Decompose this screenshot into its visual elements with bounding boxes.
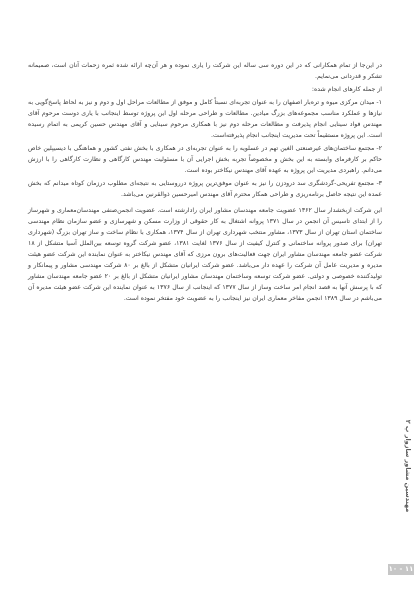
paragraph-list-heading: از جمله کارهای انجام شده:: [311, 86, 382, 93]
paragraph-item-1: ۱- میدان مرکزی میوه و تره‌بار اصفهان را به عنوان تجربه‌ای نسبتاً کامل و موفق از مطالعات مراحل اول و دوم و نیز به لحاظ پاسخ‌گویی به نیازها و عملکرد مناسب مجموعه‌های بزرگ میادین. مطالعات و طراحی مرحله اول این پروژه توسط اینجانب با یاری دوست مرحوم آقای مهندس فواد سینایی انجام پذیرفت و مطالعات مرحله دوم نیز با همکاری مرحوم سینایی و آقای مهندس حسین کریمی به اتمام رسیده است. این پروژه مستقیماً تحت مدیریت اینجانب انجام پذیرفته‌است.: [28, 99, 382, 139]
paragraph-item-2: ۲- مجتمع ساختمان‌های غیرصنعتی الغین تهم در عسلویه را به عنوان تجربه‌ای در همکاری با بخش نفتی کشور و هماهنگی با دیسیپلین خاص حاکم بر کارفرمای وابسته به این بخش و مخصوصاً تجربه بخش اجرایی آن با مسئولیت مهندس کارگاهی و نظارت کارگاهی را با ارزش می‌دانم. راهبردی مدیریت این پروژه به عهده آقای مهندس نیکاختر بوده است.: [28, 145, 382, 174]
side-label-strip: [402, 400, 414, 532]
body-text: [28, 60, 382, 306]
page-number-badge: ۱۰ - ۱۱: [388, 565, 414, 573]
side-company-label: مهندسین مشاور سازوار پ ۲: [404, 419, 412, 513]
paragraph-thanks: در این‌جا از تمام همکارانی که در این دوره سی ساله این شرکت را یاری نموده و هر آن‌چه ارائه شده ثمره زحمات آنان است، صمیمانه تشکر و قدردانی می‌نمایم.: [28, 62, 382, 80]
paragraph-item-3: ۳- مجتمع تفریحی-گردشگری سد درودزن را نیز به عنوان موفق‌ترین پروژه درروستایی به نتیجه‌ای مطلوب درزمان کوتاه میدانم که بخش عمده این نتیجه حاصل برنامه‌ریزی و طراحی همکار محترم آقای مهندس امیرحسین ذوالقرنین می‌باشد.: [28, 180, 382, 198]
paragraph-memberships: این شرکت ازبخشدار سال ۱۳۶۲ عضویت جامعه مهندسان مشاور ایران رادارشته است. عضویت انجمن‌صنفی مهندسان‌معماری و شهرساز را از ابتدای تاسیس آن انجمن در سال ۱۳۷۱ پروانه اشتغال به کار حقوقی از وزارت مسکن و شهرسازی و عضو سازمان نظام مهندسی ساختمان استان تهران از سال ۱۳۷۳، مشاور منتخب شهرداری تهران از سال ۱۳۷۴، همکاری با نظام ساخت و ساز تهران بزرگ (شهرداری تهران) برای صدور پروانه ساختمانی و کنترل کیفیت از سال ۱۳۷۶ لغایت ۱۳۸۱، عضو شرکت گروه توسعه بین‌الملل آسیا متشکل از ۱۸ شرکت عضو جامعه مهندسان مشاور ایران جهت فعالیت‌های برون مرزی که آقای مهندس نیکاختر به عنوان نماینده این شرکت عضو هیئت مدیره و مدیریت عامل آن شرکت را عهده دار می‌باشد. عضو شرکت ایرانیان متشکل از بالغ بر ۸۰ شرکت مهندسی مشاور و پیمانکار و تولیدکننده خصوصی و دولتی. عضو شرکت توسعه وساختمان مهندسان مشاور ایرانیان متشکل از بالغ بر ۲۰ عضو جامعه مهندسان مشاور که با پرسش آنها به قصد انجام امر ساخت وساز از سال ۱۳۷۷ که اینجانب از سال ۱۳۷۶ به عنوان نماینده این شرکت عضو هیئت مدیره آن می‌باشم در سال ۱۳۸۹ انجمن مفاخر معماری ایران نیز اینجانب را به عضویت خود مفتخر نموده است.: [28, 207, 383, 302]
